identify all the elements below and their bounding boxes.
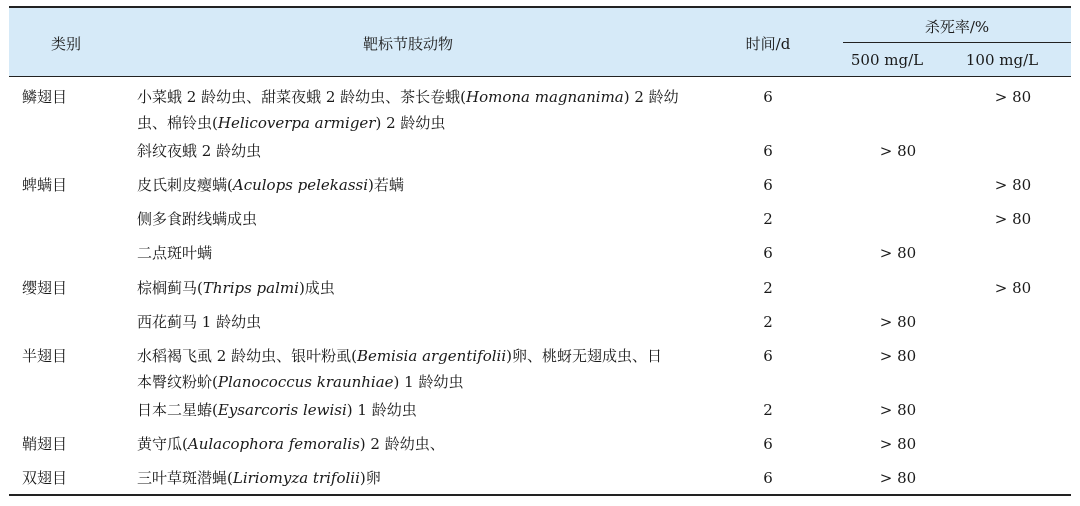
row-target: 二点斑叶螨 [137,244,213,262]
row-mortality-100: > 80 [994,210,1032,228]
table-bottom-rule [9,494,1071,496]
row-mortality-100: > 80 [994,88,1032,106]
header-target: 靶标节肢动物 [362,35,454,53]
row-target: 三叶草斑潜蝇(Liriomyza trifolii)卵 [137,469,381,487]
row-time: 2 [763,313,773,331]
row-time: 6 [763,142,773,160]
row-target: 棕榈蓟马(Thrips palmi)成虫 [137,279,335,297]
row-category: 缨翅目 [22,279,68,297]
row-time: 6 [763,347,773,365]
row-target: 皮氏刺皮瘿螨(Aculops pelekassi)若螨 [137,176,404,194]
header-category: 类别 [50,35,82,53]
row-target: 小菜蛾 2 龄幼虫、甜菜夜蛾 2 龄幼虫、茶长卷蛾(Homona magnanima) 2 龄幼 虫、棉铃虫(Helicoverpa armiger) 2 龄幼虫 [137,88,679,132]
row-time: 2 [763,279,773,297]
header-dose-100: 100 mg/L [965,51,1039,69]
row-time: 2 [763,401,773,419]
row-target: 侧多食跗线螨成虫 [137,210,258,228]
row-time: 6 [763,435,773,453]
row-category: 半翅目 [22,347,68,365]
row-mortality-100: > 80 [994,176,1032,194]
row-mortality-500: > 80 [879,142,917,160]
row-category: 鳞翅目 [22,88,68,106]
row-mortality-500: > 80 [879,347,917,365]
row-mortality-500: > 80 [879,435,917,453]
row-target: 日本二星蝽(Eysarcoris lewisi) 1 龄幼虫 [137,401,417,419]
row-target: 西花蓟马 1 龄幼虫 [137,313,262,331]
row-target: 黄守瓜(Aulacophora femoralis) 2 龄幼虫、 [137,435,445,453]
header-dose-500: 500 mg/L [850,51,924,69]
row-time: 6 [763,88,773,106]
row-category: 蜱螨目 [22,176,68,194]
row-target: 水稻褐飞虱 2 龄幼虫、银叶粉虱(Bemisia argentifolii)卵、桃蚜无翅成虫、日 本臀纹粉蚧(Planococcus kraunhiae) 1 龄幼虫 [137,347,662,391]
row-mortality-100: > 80 [994,279,1032,297]
header-mortality: 杀死率/% [924,18,990,36]
header-divider [843,42,1071,43]
row-time: 6 [763,244,773,262]
row-mortality-500: > 80 [879,401,917,419]
row-mortality-500: > 80 [879,313,917,331]
row-target: 斜纹夜蛾 2 龄幼虫 [137,142,262,160]
row-mortality-500: > 80 [879,469,917,487]
row-time: 6 [763,176,773,194]
row-category: 鞘翅目 [22,435,68,453]
row-time: 6 [763,469,773,487]
row-mortality-500: > 80 [879,244,917,262]
row-time: 2 [763,210,773,228]
row-category: 双翅目 [22,469,68,487]
header-time: 时间/d [745,35,791,53]
